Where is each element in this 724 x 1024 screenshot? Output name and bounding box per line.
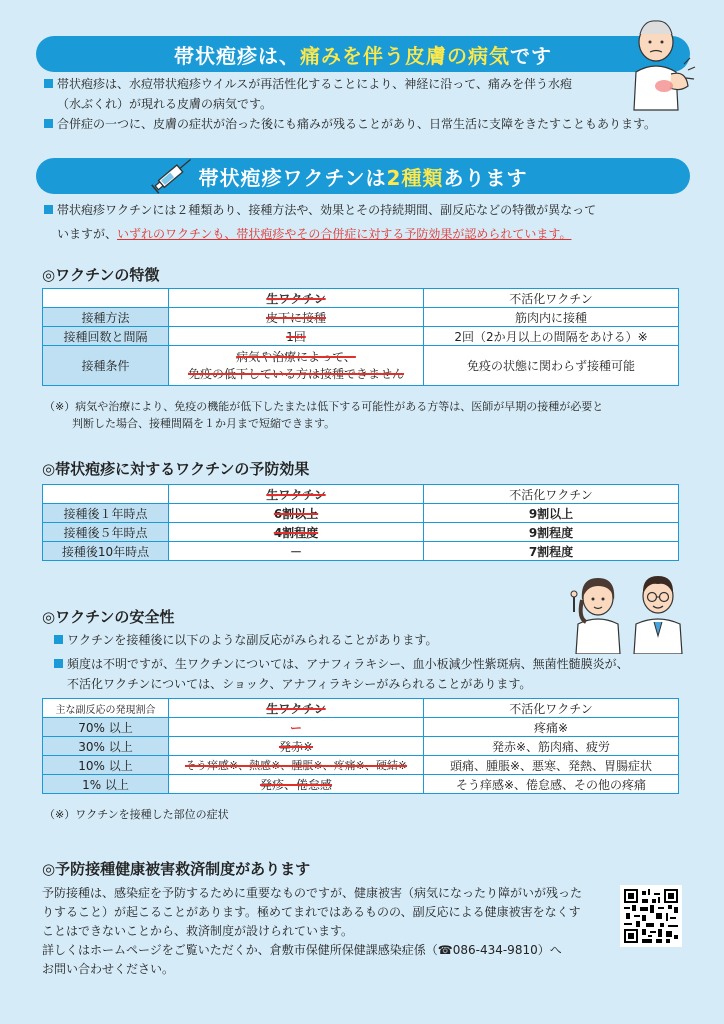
- inactivated-cell: 発赤※、筋肉痛、疲労: [424, 737, 679, 756]
- row-label: 接種条件: [43, 346, 169, 386]
- live-value: 1回: [286, 329, 306, 344]
- section1-p1-line1: 帯状疱疹は、水痘帯状疱疹ウイルスが再活性化することにより、神経に沿って、痛みを伴う水疱: [57, 77, 573, 91]
- inactivated-cell: 疼痛※: [424, 718, 679, 737]
- section2-emphasis-text: いずれのワクチンも、帯状疱疹やその合併症に対する予防効果が認められています。: [117, 227, 572, 241]
- live-value: 皮下に接種: [265, 310, 326, 325]
- section2-p1-line1: 帯状疱疹ワクチンには２種類あり、接種方法や、効果とその持続期間、副反応などの特徴が異なって: [57, 203, 597, 217]
- side-effects-table: [42, 698, 679, 794]
- row-label: 接種後１年時点: [43, 504, 169, 523]
- live-value-line2: 免疫の低下している方は接種できません: [187, 366, 404, 381]
- row-label: 70% 以上: [43, 718, 169, 737]
- row-label: 30% 以上: [43, 737, 169, 756]
- relief-paragraph: [42, 884, 582, 979]
- live-cell: [169, 346, 424, 386]
- table-row: [43, 737, 679, 756]
- table-corner-cell: [43, 289, 169, 308]
- features-note: [44, 398, 603, 432]
- row-label: 接種後10年時点: [43, 542, 169, 561]
- row-label: 接種回数と間隔: [43, 327, 169, 346]
- live-value: 発疹、倦怠感: [259, 777, 332, 792]
- banner-highlight: 2種類: [386, 165, 444, 190]
- row-label: 接種後５年時点: [43, 523, 169, 542]
- col-inactivated-vaccine: 不活化ワクチン: [424, 289, 679, 308]
- live-cell: [169, 756, 424, 775]
- table-row: [43, 523, 679, 542]
- relief-line1: 予防接種は、感染症を予防するために重要なものですが、健康被害（病気になったり障がいが残った: [42, 886, 583, 900]
- inactivated-cell: 筋肉内に接種: [424, 308, 679, 327]
- effect-heading: ◎帯状疱疹に対するワクチンの予防効果: [42, 460, 310, 478]
- section1-paragraph-2: [44, 114, 656, 134]
- col-frequency: 主な副反応の発現割合: [43, 699, 169, 718]
- table-row: [43, 308, 679, 327]
- safety-b2-line1: 頻度は不明ですが、生ワクチンについては、アナフィラキシー、血小板減少性紫斑病、無菌性髄膜炎が、: [67, 657, 629, 671]
- table-header-row: [43, 699, 679, 718]
- col-live-vaccine: [169, 699, 424, 718]
- inactivated-cell: 9割程度: [424, 523, 679, 542]
- inactivated-cell: 9割以上: [424, 504, 679, 523]
- row-label: 接種方法: [43, 308, 169, 327]
- inactivated-cell: 頭痛、腫脹※、悪寒、発熱、胃腸症状: [424, 756, 679, 775]
- features-note-line1: （※）病気や治療により、免疫の機能が低下したまたは低下する可能性がある方等は、医師が早期の接種が必要と: [44, 400, 604, 413]
- table-header-row: [43, 289, 679, 308]
- live-value-line1: 病気や治療によって、: [236, 349, 356, 364]
- banner-shingles-definition: [36, 36, 690, 72]
- live-cell: [169, 775, 424, 794]
- safety-heading: ◎ワクチンの安全性: [42, 608, 175, 626]
- features-heading: ◎ワクチンの特徴: [42, 266, 160, 284]
- row-label: 10% 以上: [43, 756, 169, 775]
- table-row: [43, 756, 679, 775]
- bullet-square-icon: [54, 659, 63, 668]
- live-value: 6割以上: [273, 506, 319, 521]
- inactivated-cell: 免疫の状態に関わらず接種可能: [424, 346, 679, 386]
- live-cell: [169, 523, 424, 542]
- table-header-row: [43, 485, 679, 504]
- section2-p1-line2a: いますが、: [57, 227, 118, 241]
- table-row: [43, 327, 679, 346]
- banner-two-vaccine-types: [36, 158, 690, 194]
- bullet-square-icon: [44, 205, 53, 214]
- banner-highlight: 痛みを伴う皮膚の病気: [300, 43, 510, 68]
- features-note-line2: 判断した場合、接種間隔を１か月まで短縮できます。: [72, 417, 336, 430]
- live-cell: －: [169, 542, 424, 561]
- qr-code-icon: [624, 889, 678, 943]
- bullet-square-icon: [54, 635, 63, 644]
- live-cell: [169, 327, 424, 346]
- table-row: [43, 504, 679, 523]
- effect-table: [42, 484, 679, 561]
- banner-text-c: です: [510, 43, 552, 68]
- table-row: [43, 346, 679, 386]
- col-live-vaccine: [169, 485, 424, 504]
- bullet-square-icon: [44, 79, 53, 88]
- banner-text-a: 帯状疱疹は、: [174, 43, 300, 68]
- row-label: 1% 以上: [43, 775, 169, 794]
- live-cell: [169, 308, 424, 327]
- section1-p1-line2: （水ぶくれ）が現れる皮膚の病気です。: [57, 97, 273, 111]
- col-live-label: 生ワクチン: [266, 487, 326, 502]
- section1-paragraph-1: [44, 74, 572, 114]
- inactivated-cell: そう痒感※、倦怠感、その他の疼痛: [424, 775, 679, 794]
- col-live-label: 生ワクチン: [266, 291, 326, 306]
- safety-b2-line2: 不活化ワクチンについては、ショック、アナフィラキシーがみられることがあります。: [67, 677, 532, 691]
- inactivated-cell: 2回（2か月以上の間隔をあける）※: [424, 327, 679, 346]
- col-live-vaccine: [169, 289, 424, 308]
- banner-text-a: 帯状疱疹ワクチンは: [198, 165, 387, 190]
- elderly-man-pain-illustration: [616, 12, 696, 112]
- syringe-icon: [150, 152, 198, 196]
- live-cell: [169, 737, 424, 756]
- live-value: 発赤※: [278, 739, 314, 754]
- live-value: そう痒感※、熱感※、腫脹※、疼痛※、硬結※: [184, 759, 408, 772]
- safety-note: （※）ワクチンを接種した部位の症状: [44, 808, 229, 821]
- relief-heading: ◎予防接種健康被害救済制度があります: [42, 860, 311, 878]
- table-corner-cell: [43, 485, 169, 504]
- doctors-illustration: [568, 566, 692, 654]
- safety-bullet-1: [54, 630, 437, 650]
- safety-b1-text: ワクチンを接種後に以下のような副反応がみられることがあります。: [67, 633, 438, 647]
- inactivated-cell: 7割程度: [424, 542, 679, 561]
- col-live-label: 生ワクチン: [266, 701, 326, 716]
- table-row: [43, 775, 679, 794]
- banner-text-c: あります: [443, 165, 528, 190]
- relief-line4: 詳しくはホームページをご覧いただくか、倉敷市保健所保健課感染症係（☎086-434-9810）へ: [42, 943, 562, 957]
- live-cell: [169, 504, 424, 523]
- relief-line3: ことはできないことから、救済制度が設けられています。: [42, 924, 354, 938]
- live-value: 4割程度: [273, 525, 319, 540]
- table-row: [43, 718, 679, 737]
- bullet-square-icon: [44, 119, 53, 128]
- features-table: [42, 288, 679, 386]
- live-cell: ー: [169, 718, 424, 737]
- table-row: [43, 542, 679, 561]
- section1-p2-text: 合併症の一つに、皮膚の症状が治った後にも痛みが残ることがあり、日常生活に支障をきたすこともあります。: [57, 117, 657, 131]
- safety-bullet-2: [54, 654, 629, 694]
- relief-line5: お問い合わせください。: [42, 962, 175, 976]
- col-inactivated-vaccine: 不活化ワクチン: [424, 699, 679, 718]
- col-inactivated-vaccine: 不活化ワクチン: [424, 485, 679, 504]
- section2-paragraph: [44, 198, 596, 246]
- qr-code[interactable]: [620, 885, 682, 947]
- relief-line2: りすること）が起こることがあります。極めてまれではあるものの、副反応による健康被害をなくす: [42, 905, 581, 919]
